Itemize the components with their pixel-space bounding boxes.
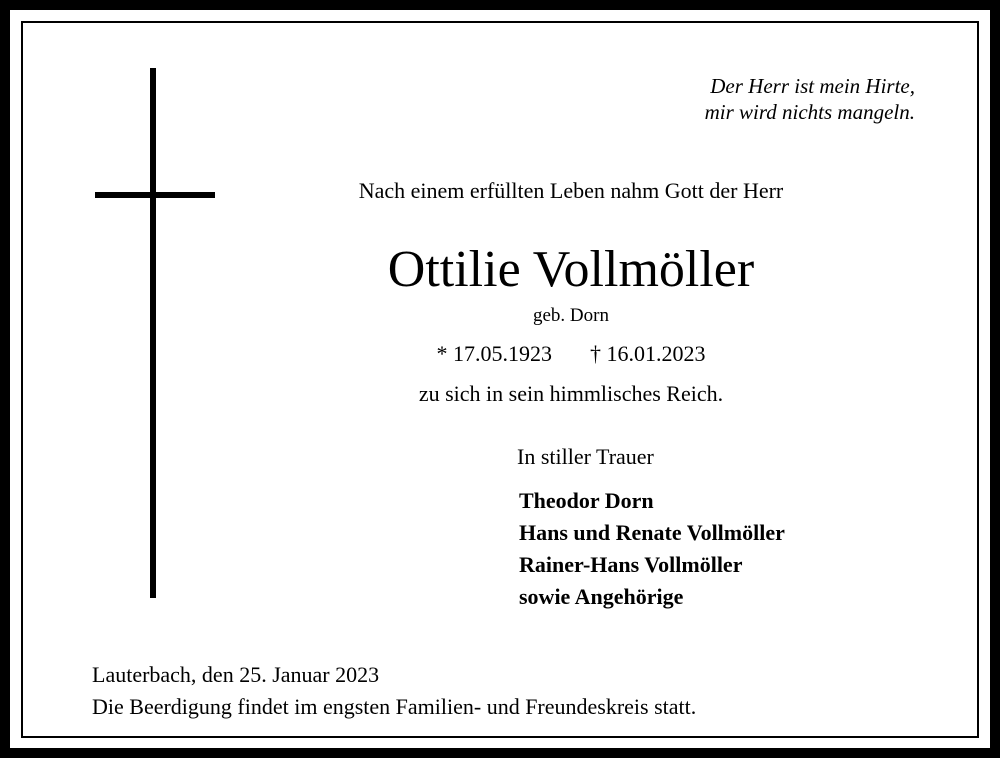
cross-icon-vertical-beam [150, 68, 156, 598]
funeral-note: Die Beerdigung findet im engsten Familien- und Freundeskreis statt. [92, 694, 697, 719]
intro-text: Nach einem erfüllten Leben nahm Gott der Herr [358, 178, 784, 203]
outro-text: zu sich in sein himmlisches Reich. [418, 381, 724, 406]
deceased-name: Ottilie Vollmöller [387, 241, 755, 298]
mourner-name: Rainer-Hans Vollmöller [519, 552, 743, 577]
mourner-name: sowie Angehörige [519, 584, 684, 609]
bible-verse-line-2: mir wird nichts mangeln. [704, 100, 915, 124]
place-and-date: Lauterbach, den 25. Januar 2023 [92, 662, 380, 687]
mourner-name: Theodor Dorn [519, 488, 654, 513]
birth-date: * 17.05.1923 [436, 341, 552, 366]
notice-border [21, 21, 979, 738]
bible-verse [705, 73, 915, 125]
birth-name: geb. Dorn [533, 305, 609, 326]
notice-paper [10, 10, 990, 748]
bible-verse-line-1: Der Herr ist mein Hirte, [710, 74, 915, 98]
death-date: † 16.01.2023 [590, 341, 706, 366]
mourner-name: Hans und Renate Vollmöller [519, 520, 785, 545]
mourners-list [519, 485, 785, 613]
life-dates [23, 341, 1000, 367]
notice-footer [92, 659, 696, 723]
mourning-intro: In stiller Trauer [517, 444, 654, 469]
